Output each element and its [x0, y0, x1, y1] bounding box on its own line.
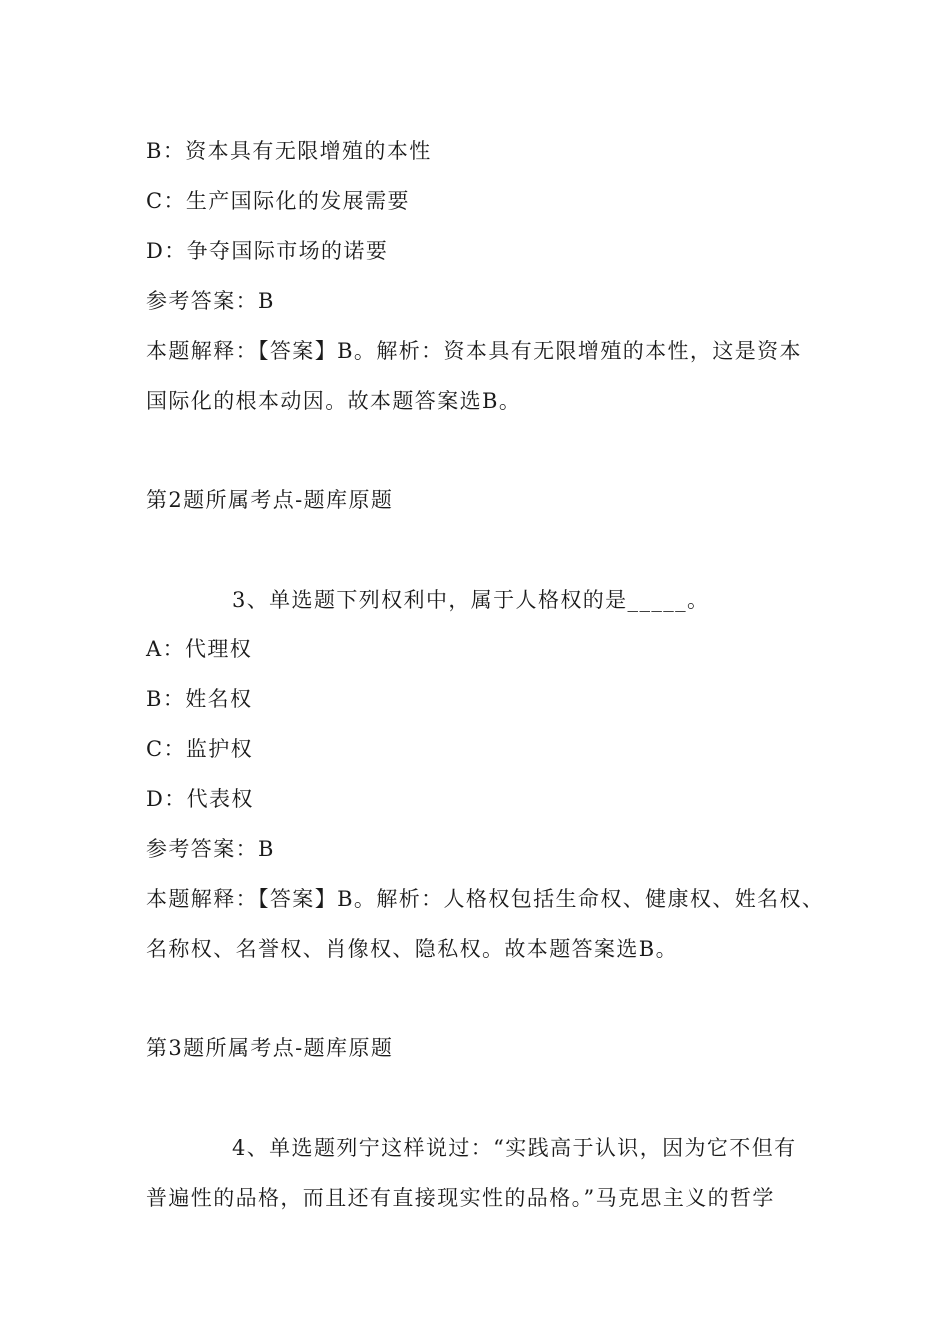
q3-answer: 参考答案：B — [146, 837, 275, 861]
q3-source: 第3题所属考点-题库原题 — [146, 1036, 394, 1060]
q1-option-d: D：争夺国际市场的诺要 — [146, 239, 389, 263]
q3-option-b: B：姓名权 — [146, 687, 253, 711]
q3-explanation-line1: 本题解释：【答案】B。解析：人格权包括生命权、健康权、姓名权、 — [146, 887, 825, 911]
q1-explanation-line1: 本题解释：【答案】B。解析：资本具有无限增殖的本性，这是资本 — [146, 339, 802, 363]
q4-question-line2: 普遍性的品格，而且还有直接现实性的品格。”马克思主义的哲学 — [146, 1186, 775, 1210]
q1-answer: 参考答案：B — [146, 289, 275, 313]
q4-question-line1: 4、单选题列宁这样说过：“实践高于认识，因为它不但有 — [232, 1136, 797, 1160]
q1-option-b: B：资本具有无限增殖的本性 — [146, 139, 432, 163]
q1-source: 第2题所属考点-题库原题 — [146, 488, 394, 512]
q3-explanation-line2: 名称权、名誉权、肖像权、隐私权。故本题答案选B。 — [146, 937, 679, 961]
q3-option-c: C：监护权 — [146, 737, 254, 761]
q3-option-d: D：代表权 — [146, 787, 254, 811]
q1-option-c: C：生产国际化的发展需要 — [146, 189, 410, 213]
q3-question: 3、单选题下列权利中，属于人格权的是_____。 — [232, 588, 710, 612]
q1-explanation-line2: 国际化的根本动因。故本题答案选B。 — [146, 389, 522, 413]
q3-option-a: A：代理权 — [146, 637, 253, 661]
